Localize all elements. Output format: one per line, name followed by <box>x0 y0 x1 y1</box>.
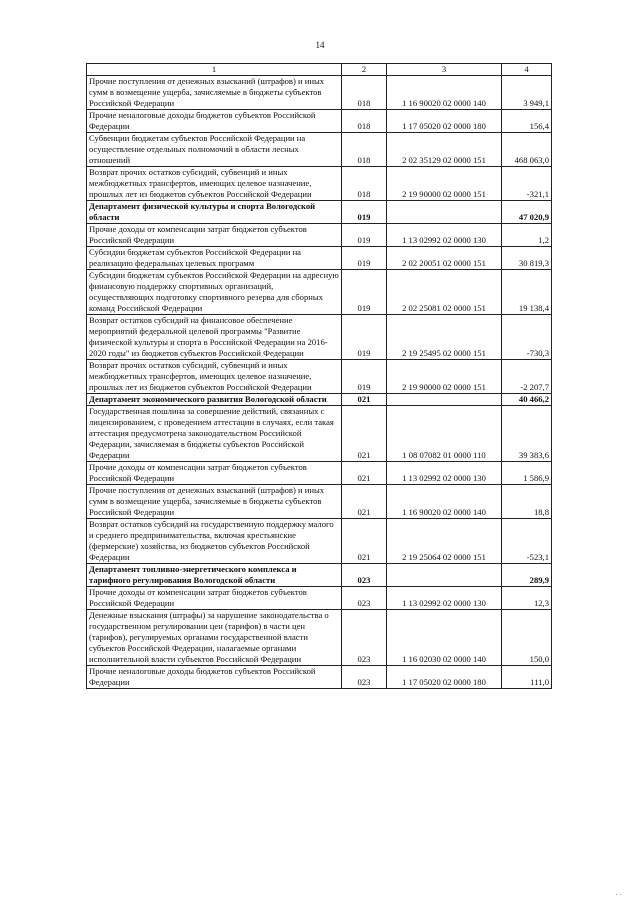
table-row <box>87 462 552 485</box>
column-header: 4 <box>502 64 552 76</box>
row-name-cell: Возврат прочих остатков субсидий, субвенций и иных межбюджетных трансфертов, имеющих целевое назначение, прошлых лет из бюджетов субъектов Российской Федерации <box>87 360 342 394</box>
column-header: 3 <box>387 64 502 76</box>
row-amount-cell: 30 819,3 <box>502 247 552 270</box>
row-amount-cell: -321,1 <box>502 167 552 201</box>
department-row <box>87 201 552 224</box>
row-amount-cell: 1,2 <box>502 224 552 247</box>
row-name-cell: Субсидии бюджетам субъектов Российской Федерации на реализацию федеральных целевых программ <box>87 247 342 270</box>
table-row <box>87 76 552 110</box>
column-header: 1 <box>87 64 342 76</box>
row-name-cell: Прочие доходы от компенсации затрат бюджетов субъектов Российской Федерации <box>87 462 342 485</box>
row-code-cell: 019 <box>342 201 387 224</box>
row-kbk-cell <box>387 394 502 406</box>
row-amount-cell: 18,8 <box>502 485 552 519</box>
row-code-cell: 023 <box>342 587 387 610</box>
row-kbk-cell: 2 19 25495 02 0000 151 <box>387 315 502 360</box>
row-code-cell: 021 <box>342 519 387 564</box>
row-name-cell: Денежные взыскания (штрафы) за нарушение законодательства о государственном регулировании цен (тарифов) в части цен (тарифов), регулируемых органами государственной власти субъектов Российской Федерации, налагаемые органами исполнительной власти субъектов Российской Федерации <box>87 610 342 666</box>
row-kbk-cell: 2 02 25081 02 0000 151 <box>387 270 502 315</box>
row-kbk-cell: 1 16 90020 02 0000 140 <box>387 76 502 110</box>
department-row <box>87 564 552 587</box>
row-kbk-cell: 2 19 90000 02 0000 151 <box>387 167 502 201</box>
row-amount-cell: -523,1 <box>502 519 552 564</box>
row-amount-cell: 150,0 <box>502 610 552 666</box>
row-code-cell: 021 <box>342 485 387 519</box>
row-kbk-cell: 2 19 90000 02 0000 151 <box>387 360 502 394</box>
row-name-cell: Возврат остатков субсидий на финансовое обеспечение мероприятий федеральной целевой программы "Развитие физической культуры и спорта в Российской Федерации на 2016-2020 годы" из бюджетов субъектов Российской Федерации <box>87 315 342 360</box>
row-amount-cell: 3 949,1 <box>502 76 552 110</box>
table-row <box>87 224 552 247</box>
row-code-cell: 021 <box>342 394 387 406</box>
row-code-cell: 018 <box>342 76 387 110</box>
row-amount-cell: -730,3 <box>502 315 552 360</box>
row-name-cell: Субвенции бюджетам субъектов Российской Федерации на осуществление отдельных полномочий в области лесных отношений <box>87 133 342 167</box>
row-amount-cell: 47 020,9 <box>502 201 552 224</box>
table-row <box>87 485 552 519</box>
table-row <box>87 610 552 666</box>
row-kbk-cell: 2 02 20051 02 0000 151 <box>387 247 502 270</box>
row-amount-cell: 468 063,0 <box>502 133 552 167</box>
table-row <box>87 315 552 360</box>
table-row <box>87 167 552 201</box>
table-body <box>87 76 552 689</box>
row-name-cell: Департамент физической культуры и спорта Вологодской области <box>87 201 342 224</box>
table-row <box>87 270 552 315</box>
row-code-cell: 023 <box>342 564 387 587</box>
row-kbk-cell: 1 17 05020 02 0000 180 <box>387 110 502 133</box>
row-name-cell: Департамент топливно-энергетического комплекса и тарифного регулирования Вологодской области <box>87 564 342 587</box>
table-row <box>87 519 552 564</box>
row-code-cell: 018 <box>342 133 387 167</box>
row-kbk-cell: 1 16 90020 02 0000 140 <box>387 485 502 519</box>
table-row <box>87 247 552 270</box>
table-row <box>87 666 552 689</box>
row-kbk-cell: 1 13 02992 02 0000 130 <box>387 224 502 247</box>
row-code-cell: 021 <box>342 406 387 462</box>
row-name-cell: Прочие поступления от денежных взысканий (штрафов) и иных сумм в возмещение ущерба, зачисляемые в бюджеты субъектов Российской Федерации <box>87 485 342 519</box>
page-number: 14 <box>315 40 325 50</box>
table-row <box>87 133 552 167</box>
row-kbk-cell <box>387 201 502 224</box>
row-name-cell: Возврат прочих остатков субсидий, субвенций и иных межбюджетных трансфертов, имеющих целевое назначение, прошлых лет из бюджетов субъектов Российской Федерации <box>87 167 342 201</box>
row-kbk-cell: 1 08 07082 01 0000 110 <box>387 406 502 462</box>
row-name-cell: Прочие неналоговые доходы бюджетов субъектов Российской Федерации <box>87 110 342 133</box>
row-code-cell: 019 <box>342 224 387 247</box>
row-name-cell: Прочие доходы от компенсации затрат бюджетов субъектов Российской Федерации <box>87 587 342 610</box>
row-code-cell: 019 <box>342 360 387 394</box>
row-name-cell: Субсидии бюджетам субъектов Российской Федерации на адресную финансовую поддержку спортивных организаций, осуществляющих подготовку спортивного резерва для сборных команд Российской Федерации <box>87 270 342 315</box>
row-name-cell: Прочие поступления от денежных взысканий (штрафов) и иных сумм в возмещение ущерба, зачисляемые в бюджеты субъектов Российской Федерации <box>87 76 342 110</box>
department-row <box>87 394 552 406</box>
row-kbk-cell: 1 17 05020 02 0000 180 <box>387 666 502 689</box>
table-row <box>87 110 552 133</box>
row-amount-cell: 156,4 <box>502 110 552 133</box>
row-name-cell: Прочие неналоговые доходы бюджетов субъектов Российской Федерации <box>87 666 342 689</box>
column-header: 2 <box>342 64 387 76</box>
row-kbk-cell: 2 02 35129 02 0000 151 <box>387 133 502 167</box>
row-amount-cell: 40 466,2 <box>502 394 552 406</box>
row-code-cell: 018 <box>342 110 387 133</box>
row-code-cell: 019 <box>342 315 387 360</box>
table-row <box>87 406 552 462</box>
row-code-cell: 023 <box>342 610 387 666</box>
row-kbk-cell <box>387 564 502 587</box>
budget-revenue-table <box>86 63 552 689</box>
row-amount-cell: 111,0 <box>502 666 552 689</box>
row-code-cell: 023 <box>342 666 387 689</box>
row-kbk-cell: 1 13 02992 02 0000 130 <box>387 462 502 485</box>
table-header-row <box>87 64 552 76</box>
row-kbk-cell: 1 16 02030 02 0000 140 <box>387 610 502 666</box>
table-row <box>87 360 552 394</box>
row-kbk-cell: 2 19 25064 02 0000 151 <box>387 519 502 564</box>
row-name-cell: Государственная пошлина за совершение действий, связанных с лицензированием, с проведением аттестации в случаях, если такая аттестация предусмотрена законодательством Российской Федерации, зачисляемая в бюджеты субъектов Российской Федерации <box>87 406 342 462</box>
table-row <box>87 587 552 610</box>
row-name-cell: Прочие доходы от компенсации затрат бюджетов субъектов Российской Федерации <box>87 224 342 247</box>
row-amount-cell: 1 586,9 <box>502 462 552 485</box>
row-amount-cell: 39 383,6 <box>502 406 552 462</box>
row-name-cell: Возврат остатков субсидий на государственную поддержку малого и среднего предпринимательства, включая крестьянские (фермерские) хозяйства, из бюджетов субъектов Российской Федерации <box>87 519 342 564</box>
row-name-cell: Департамент экономического развития Вологодской области <box>87 394 342 406</box>
row-code-cell: 019 <box>342 270 387 315</box>
row-amount-cell: -2 207,7 <box>502 360 552 394</box>
corner-mark: · · <box>615 891 622 899</box>
row-code-cell: 019 <box>342 247 387 270</box>
row-kbk-cell: 1 13 02992 02 0000 130 <box>387 587 502 610</box>
row-code-cell: 018 <box>342 167 387 201</box>
row-code-cell: 021 <box>342 462 387 485</box>
row-amount-cell: 12,3 <box>502 587 552 610</box>
row-amount-cell: 289,9 <box>502 564 552 587</box>
row-amount-cell: 19 138,4 <box>502 270 552 315</box>
